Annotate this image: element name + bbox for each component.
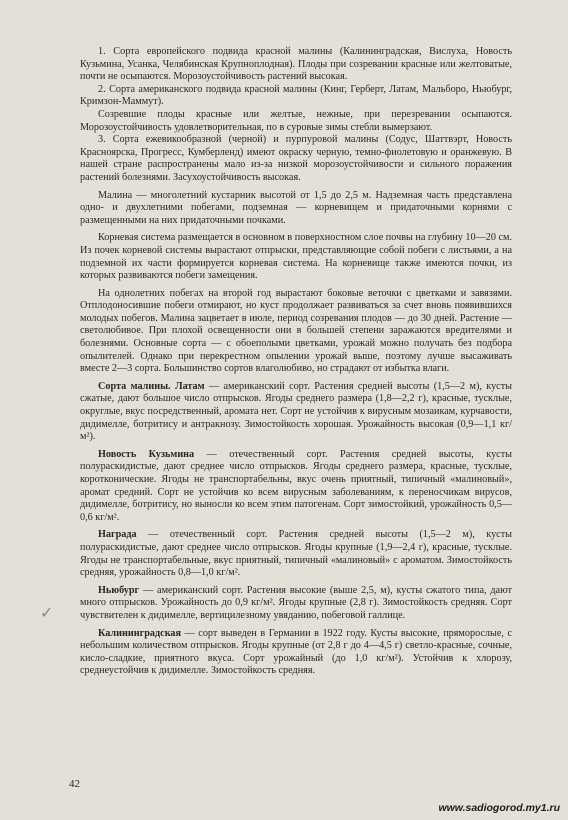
variety-description: — отечественный сорт. Растения средней высоты (1,5—2 м), кусты полураскидистые, дают среднее число отпрысков. Ягоды крупные (1,9—2,4 г), красные, тусклые. Ягоды не транспортабельные, вкус приятный, типичный «малиновый» с ароматом. Зимостойкость средняя, урожайность 0,8—1,0 кг/м². bbox=[80, 529, 512, 579]
variety-description: — сорт выведен в Германии в 1922 году. Кусты высокие, пряморослые, с небольшим количеством отпрысков. Ягоды крупные (от 2,8 г до 4—4,5 г) светло-красные, сочные, кисло-сладкие, приятного вкуса. Сорт урожайный (до 1,0 кг/м²). Устойчив к хлорозу, среднеустойчив к дидимелле. Зимостойкость средняя. bbox=[80, 627, 512, 677]
paragraph-4: 3. Сорта ежевикообразной (черной) и пурпуровой малины (Содус, Шаттвэрт, Новость Красноярска, Прогресс, Кумберленд) имеют окраску черную, темно-фиолетовую и оранжевую. В нашей стране распространены мало из-за низкой морозоустойчивости и сильного поражения растений болезнями. Засухоустойчивость высокая. bbox=[80, 134, 512, 183]
site-watermark: www.sadiogorod.my1.ru bbox=[438, 802, 560, 814]
variety-description: — отечественный сорт. Растения средней высоты, кусты полураскидистые, дают среднее число отпрысков. Ягоды среднего размера, красные, тусклые, коротконические. Ягоды не транспортабельны, вкус очень приятный, типичный «малиновый», аромат средний. Сорт не устойчив ко всем вирусным заболеваниям, к переносчикам вирусов, дидимелле, ботритиcу, но выносли ко всем этим патогенам. Сорт зимостойкий, урожайность 0,5—0,6 кг/м². bbox=[80, 448, 512, 523]
variety-nagrada bbox=[80, 529, 512, 579]
variety-title: Награда bbox=[98, 529, 137, 541]
page-number: 42 bbox=[69, 778, 80, 790]
variety-newburgh bbox=[80, 585, 512, 623]
paragraph-5: Малина — многолетний кустарник высотой от 1,5 до 2,5 м. Надземная часть представлена одно- и двухлетними побегами, подземная — корневищем и придаточными корнями с размещенными на них придаточными почками. bbox=[80, 189, 512, 226]
variety-latam bbox=[80, 381, 512, 444]
variety-description: — американский сорт. Растения средней высоты (1,5—2 м), кусты сжатые, дают большое число отпрысков. Ягоды среднего размера (1,8—2,2 г), красные, тусклые, округлые, вкус посредственный, аромата нет. Сорт не устойчив к вирусным мозаикам, курчавости, дидимелле, ботритиcу и антракнозу. Зимостойкость хорошая. Урожайность высокая (0,9—1,1 кг/м²). bbox=[80, 380, 512, 443]
paragraph-6: Корневая система размещается в основном в поверхностном слое почвы на глубину 10—20 см. Из почек корневой системы вырастают отпрыски, представляющие собой побеги с листьями, а на подземной их части формируется корневая система. На корневище также имеются почки, из которых развиваются побеги замещения. bbox=[80, 232, 512, 282]
variety-title: Калининградская bbox=[98, 627, 182, 639]
pencil-check-mark-icon: ✓ bbox=[40, 605, 54, 622]
paragraph-1: 1. Сорта европейского подвида красной малины (Калининградская, Вислуха, Новость Кузьмина, Усанка, Челябинская Крупноплодная). Плоды при созревании красные или желтоватые, почти не осыпаются. Морозоустойчивость растений высокая. bbox=[80, 46, 512, 83]
variety-kaliningradskaya bbox=[80, 628, 512, 678]
variety-description: — американский сорт. Растения высокие (выше 2,5, м), кусты сжатого типа, дают много отпрысков. Урожайность до 0,9 кг/м². Ягоды крупные (2,8 г). Зимостойкость средняя. Сорт чувствителен к дидимелле, вертицилезному увяданию, побеговой галлице. bbox=[80, 584, 512, 621]
paragraph-3: Созревшие плоды красные или желтые, нежные, при перезревании осыпаются. Морозоустойчивость удовлетворительная, по в суровые зимы стебли вымерзают. bbox=[80, 108, 512, 133]
paragraph-2: 2. Сорта американского подвида красной малины (Кинг, Герберт, Латам, Мальборо, Ньюбург, Кримзон-Маммут). bbox=[80, 83, 512, 108]
body-text bbox=[80, 46, 512, 678]
variety-title: Сорта малины. Латам bbox=[98, 380, 205, 392]
variety-novost-kuzmina bbox=[80, 449, 512, 525]
variety-title: Ньюбург bbox=[98, 584, 140, 596]
variety-title: Новость Кузьмина bbox=[98, 448, 195, 460]
paragraph-7: На однолетних побегах на второй год вырастают боковые веточки с цветками и завязями. Отплодоносившие побеги отмирают, но куст продолжает развиваться за счет вновь появившихся молодых побегов. Малина зацветает в июле, период созревания плодов — до 30 дней. Растение — светолюбивое. При плохой освещенности они в большей степени заражаются вредителями и болезнями. Основные сорта — с обоеполыми цветками, урожай можно получать без подбора опылителей. Однако при перекрестном опылении урожай выше, поэтому лучше высаживать вместе 2—3 сорта. Большинство сортов влаголюбиво, но страдают от избытка влаги. bbox=[80, 287, 512, 375]
